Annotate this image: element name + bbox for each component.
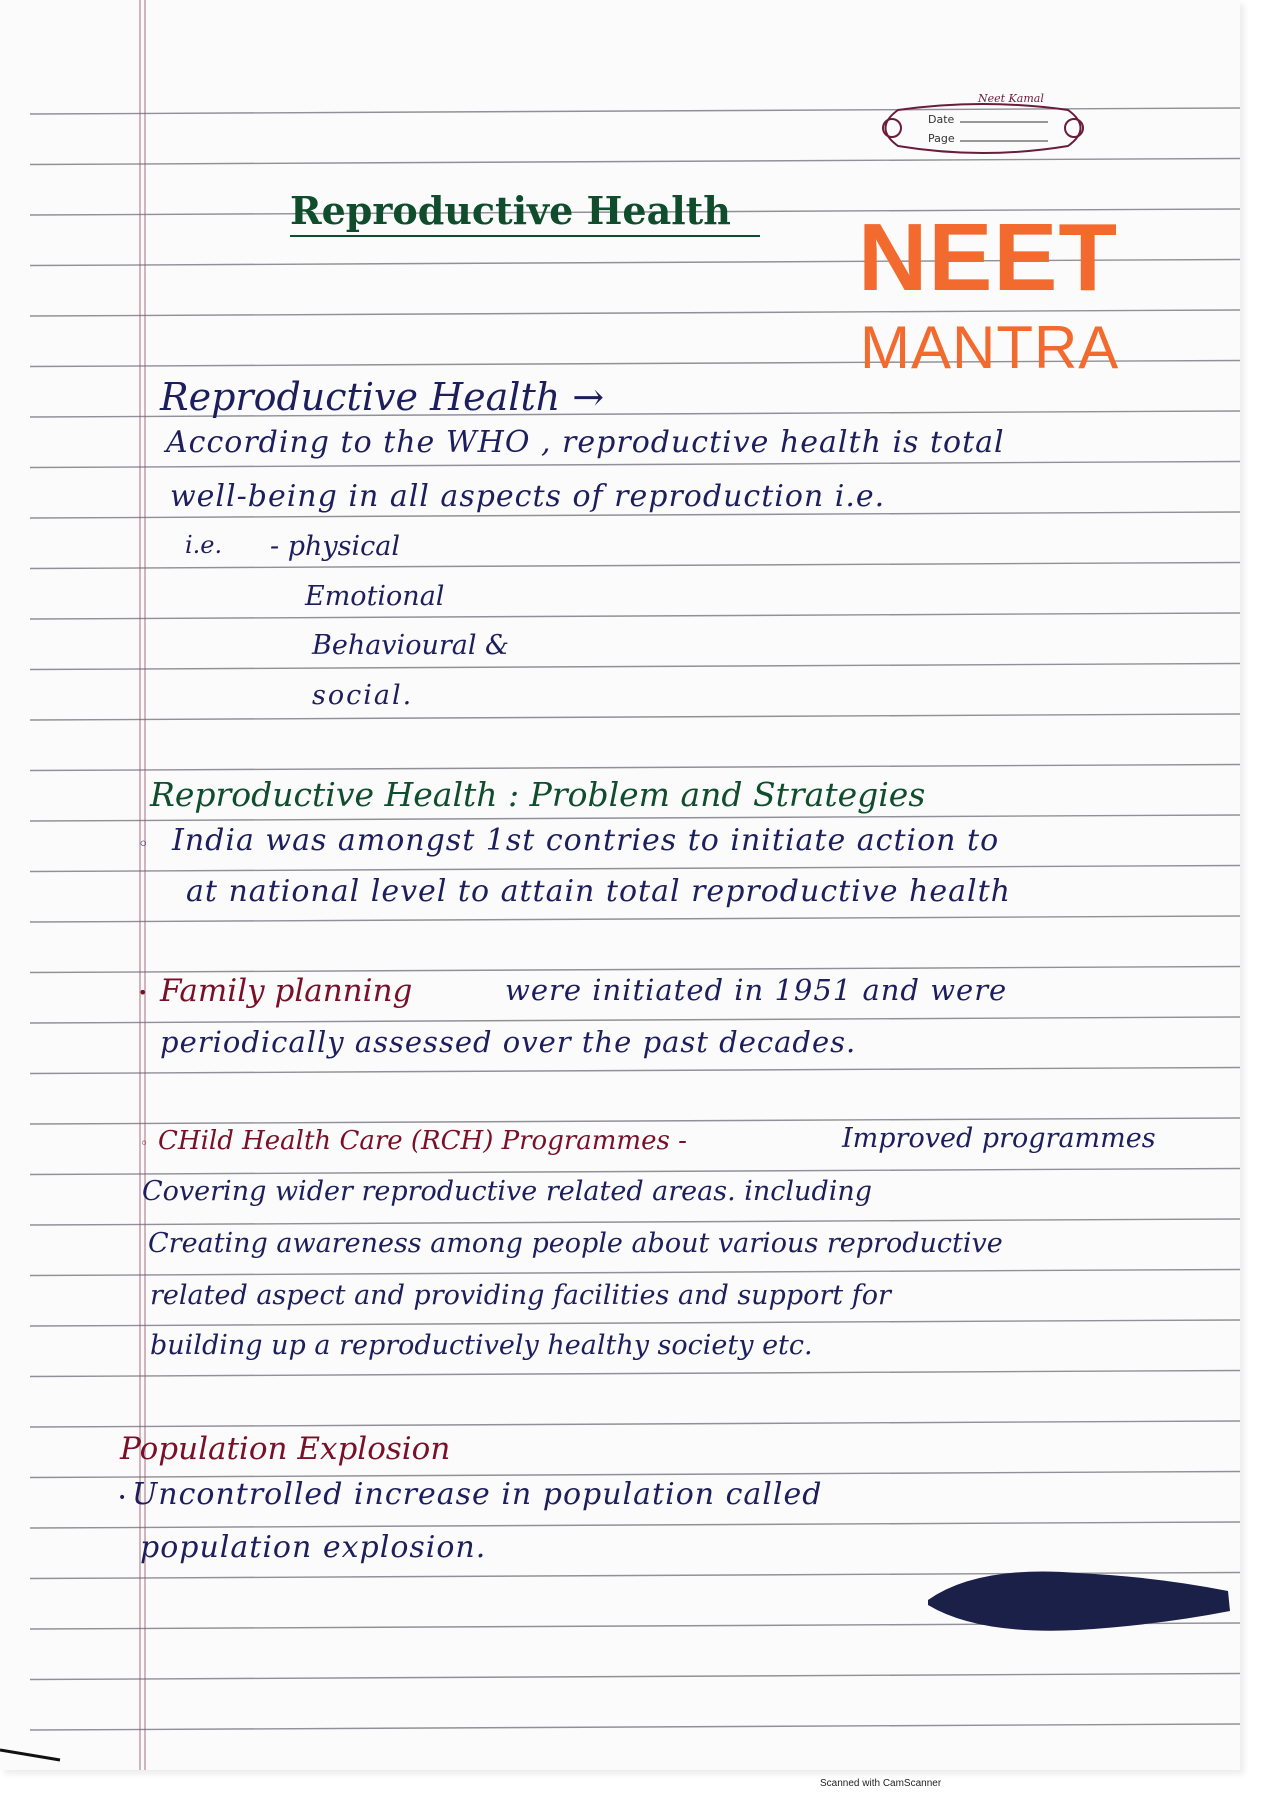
section2-b3-line5: building up a reproductively healthy society etc. — [150, 1330, 813, 1361]
section1-item: Emotional — [305, 581, 445, 612]
stamp-page-label: Page — [928, 132, 955, 145]
title-underline — [290, 232, 760, 240]
rule-line — [30, 714, 1240, 720]
rule-line — [30, 1320, 1240, 1326]
rule-line — [30, 1371, 1240, 1377]
section2-b3-line2: Covering wider reproductive related areas. including — [142, 1176, 873, 1207]
rule-line — [30, 1522, 1240, 1528]
page-title: Reproductive Health — [290, 188, 731, 233]
mantra-logo: MANTRA — [860, 314, 1120, 381]
rule-line — [30, 1270, 1240, 1276]
section2-b2-red: Family planning — [160, 973, 413, 1009]
rule-line — [30, 664, 1240, 670]
rule-line — [30, 563, 1240, 569]
section2-b3-red: CHild Health Care (RCH) Programmes - — [158, 1126, 687, 1156]
date-page-stamp — [868, 88, 1098, 168]
rule-line — [30, 1169, 1240, 1175]
section2-b1-line1: India was amongst 1st contries to initiate action to — [172, 823, 1000, 858]
bullet-dot: ◦ — [140, 1136, 149, 1152]
section1-line2: well-being in all aspects of reproduction i.e. — [170, 479, 886, 514]
rule-line — [30, 462, 1240, 468]
rule-line — [30, 765, 1240, 771]
rule-line — [30, 1724, 1240, 1730]
section1-line1: According to the WHO , reproductive health is total — [166, 425, 1005, 460]
section1-item: - physical — [270, 531, 400, 562]
rule-line — [30, 613, 1240, 619]
section2-b1-line2: at national level to attain total reproductive health — [186, 874, 1011, 909]
bullet-dot: • — [138, 983, 148, 1002]
stamp-date-label: Date — [928, 113, 955, 126]
section2-b2-line2: periodically assessed over the past decades. — [160, 1025, 857, 1059]
section2-b3-line1: Improved programmes — [842, 1123, 1156, 1154]
section3-heading: Population Explosion — [120, 1431, 451, 1467]
scanner-footer: Scanned with CamScanner — [820, 1778, 942, 1789]
rule-line — [30, 1421, 1240, 1427]
section3-line1: Uncontrolled increase in population called — [132, 1477, 823, 1512]
ink-blot — [918, 1555, 1238, 1645]
bullet-dot: ◦ — [138, 834, 149, 855]
rule-line — [30, 1674, 1240, 1680]
section2-b2-line1: were initiated in 1951 and were — [505, 973, 1008, 1007]
section2-heading: Reproductive Health : Problem and Strategies — [150, 775, 926, 814]
rule-line — [30, 967, 1240, 973]
section1-item: Behavioural & — [312, 630, 510, 661]
stamp-brand: Neet Kamal — [978, 92, 1044, 105]
rule-line — [30, 1017, 1240, 1023]
section2-b3-line4: related aspect and providing facilities and support for — [150, 1280, 891, 1311]
rule-line — [30, 866, 1240, 872]
section2-b3-line3: Creating awareness among people about various reproductive — [148, 1228, 1003, 1259]
section1-prefix: i.e. — [185, 531, 223, 559]
section1-item: social. — [312, 680, 414, 711]
bullet-dot: • — [118, 1490, 127, 1506]
rule-line — [30, 815, 1240, 821]
rule-line — [30, 916, 1240, 922]
rule-line — [30, 1219, 1240, 1225]
section3-line2: population explosion. — [140, 1530, 487, 1565]
neet-logo: NEET — [858, 204, 1119, 311]
section1-heading: Reproductive Health → — [160, 375, 605, 419]
rule-line — [30, 1068, 1240, 1074]
